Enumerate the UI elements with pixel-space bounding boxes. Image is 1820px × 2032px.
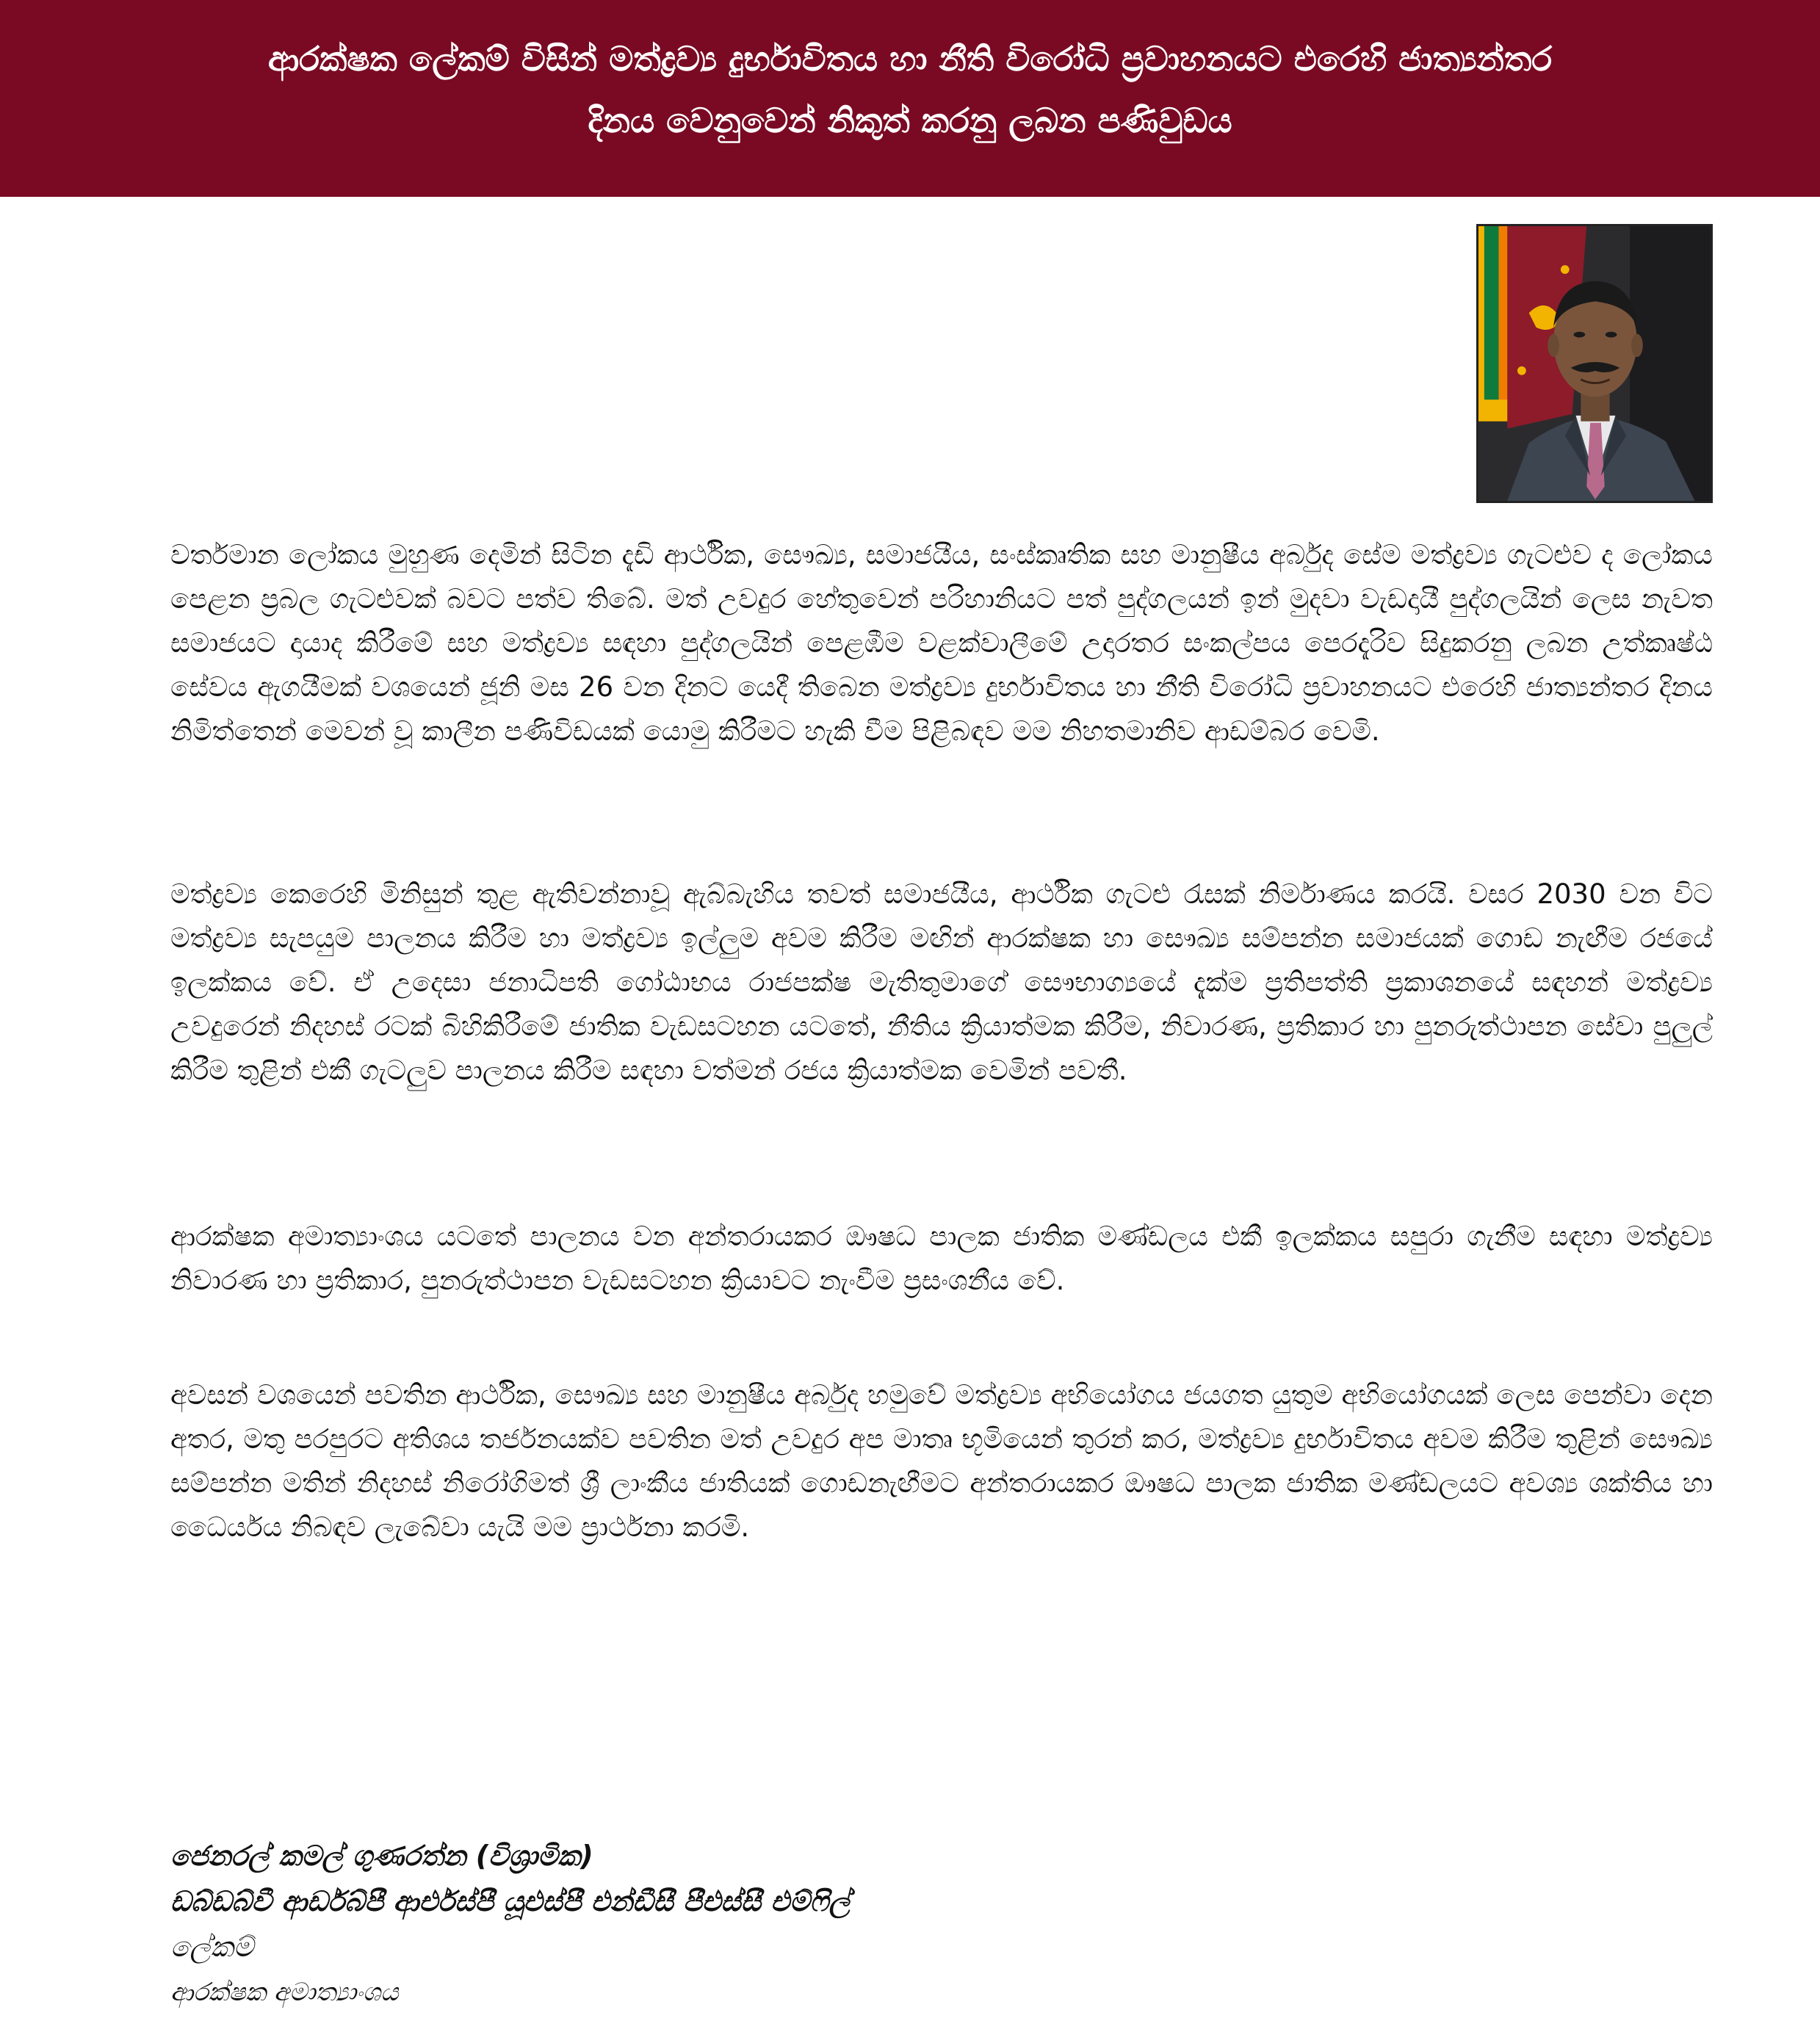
- message-paragraph-3: ආරක්ෂක අමාත්‍යාංශය යටතේ පාලනය වන අන්තරායකර ඖෂධ පාලක ජාතික මණ්ඩලය එකී ඉලක්කය සපුරා ගැනීම සඳහා මත්ද්‍රව්‍ය නිවාරණ හා ප්‍රතිකාර, පුනරුත්ථාපන වැඩසටහන ක්‍රියාවට නැංවීම ප්‍රසංශනීය වේ.: [170, 1221, 1713, 1296]
- message-paragraph-4: අවසන් වශයෙන් පවතින ආර්ථික, සෞඛ්‍ය සහ මානුෂීය අර්බුද හමුවේ මත්ද්‍රව්‍ය අභියෝගය ජයගත යුතුම අභියෝගයක් ලෙස පෙන්වා දෙන අතර, මතු පරපුරට අතිශය තර්ජනයක්ව පවතින මත් උවදුර අප මාතෘ භූමියෙන් තුරන් කර, මත්ද්‍රව්‍ය දුර්භාවිතය අවම කිරීම තුළින් සෞඛ්‍ය සම්පන්න මතින් නිදහස් නිරෝගිමත් ශ්‍රී ලාංකීය ජාතියක් ගොඩනැඟීමට අන්තරායකර ඖෂධ පාලක ජාතික මණ්ඩලයට අවශ්‍ය ශක්තිය හා ධෛර්යය නිබඳව ලැබේවා යැයි මම ප්‍රාර්ථනා කරමි.: [170, 1379, 1713, 1543]
- signatory-name: ජෙනරල් කමල් ගුණරත්න (විශ්‍රාමික): [170, 1840, 593, 1872]
- header-banner: [0, 0, 1820, 197]
- signatory-title: ලේකම්: [170, 1931, 254, 1963]
- message-paragraph-2: මත්ද්‍රව්‍ය කෙරෙහි මිනිසුන් තුළ ඇතිවන්නාවූ ඇබ්බැහිය තවත් සමාජයීය, ආර්ථික ගැටළු රැසක් නිර්මාණය කරයි. වසර 2030 වන විට මත්ද්‍රව්‍ය සැපයුම පාලනය කිරීම හා මත්ද්‍රව්‍ය ඉල්ලුම අවම කිරීම මඟින් ආරක්ෂක හා සෞඛ්‍ය සම්පන්න සමාජයක් ගොඩ නැඟීම රජයේ ඉලක්කය වේ. ඒ උදෙසා ජනාධිපති ගෝඨාභය රාජපක්ෂ මැතිතුමාගේ සෞභාග්‍යයේ දැක්ම ප්‍රතිපත්ති ප්‍රකාශනයේ සඳහන් මත්ද්‍රව්‍ය උවදුරෙන් නිදහස් රටක් බිහිකිරීමේ ජාතික වැඩසටහන යටතේ, නීතිය ක්‍රියාත්මක කිරීම, නිවාරණ, ප්‍රතිකාර හා පුනරුත්ථාපන සේවා පුලුල් කිරීම තුළින් එකී ගැටලුව පාලනය කිරීම සඳහා වත්මන් රජය ක්‍රියාත්මක වෙමින් පවතී.: [170, 878, 1713, 1086]
- portrait-illustration: [1478, 226, 1711, 501]
- header-title-line-1: ආරක්ෂක ලේකම් විසින් මත්ද්‍රව්‍ය දුර්භාවිතය හා නීති විරෝධි ප්‍රවාහනයට එරෙහි ජාත්‍යන්තර: [267, 39, 1553, 79]
- signatory-organization: ආරක්ෂක අමාත්‍යාංශය: [170, 1978, 399, 2007]
- header-title-line-2: දිනය වෙනුවෙන් නිකුත් කරනු ලබන පණිවුඩය: [588, 101, 1232, 140]
- message-paragraph-1: වර්තමාන ලෝකය මුහුණ දෙමින් සිටින දැඩි ආර්ථික, සෞඛ්‍ය, සමාජයීය, සංස්කෘතික සහ මානුෂීය අර්බුද සේම මත්ද්‍රව්‍ය ගැටළුව ද ලෝකය පෙළන ප්‍රබල ගැටළුවක් බවට පත්ව තිබේ. මත් උවදුර හේතුවෙන් පරිහානියට පත් පුද්ගලයන් ඉන් මුදවා වැඩදායී පුද්ගලයින් ලෙස නැවත සමාජයට දායාද කිරීමේ සහ මත්ද්‍රව්‍ය සඳහා පුද්ගලයින් පෙළඹීම වළක්වාලීමේ උදාරතර සංකල්පය පෙරදැරිව සිදුකරනු ලබන උත්කෘෂ්ඨ සේවය ඇගයීමක් වශයෙන් ජූනි මස 26 වන දිනට යෙදී තිබෙන මත්ද්‍රව්‍ය දුර්භාවිතය හා නීති විරෝධි ප්‍රවාහනයට එරෙහි ජාත්‍යන්තර දිනය නිමිත්තෙන් මෙවන් වූ කාලීන පණිවිඩයක් යොමු කිරීමට හැකි වීම පිළිබඳව මම නිහතමානිව ආඩම්බර වෙමි.: [170, 539, 1713, 747]
- portrait-photo: [1476, 224, 1713, 503]
- signatory-credentials: ඩබ්ඩබ්වී ආර්ඩබ්පී ආර්එස්පී යූඑස්පී එන්ඩීසී පීඑස්සී එම්ෆිල්: [170, 1885, 851, 1917]
- signature-block: [170, 1833, 850, 2015]
